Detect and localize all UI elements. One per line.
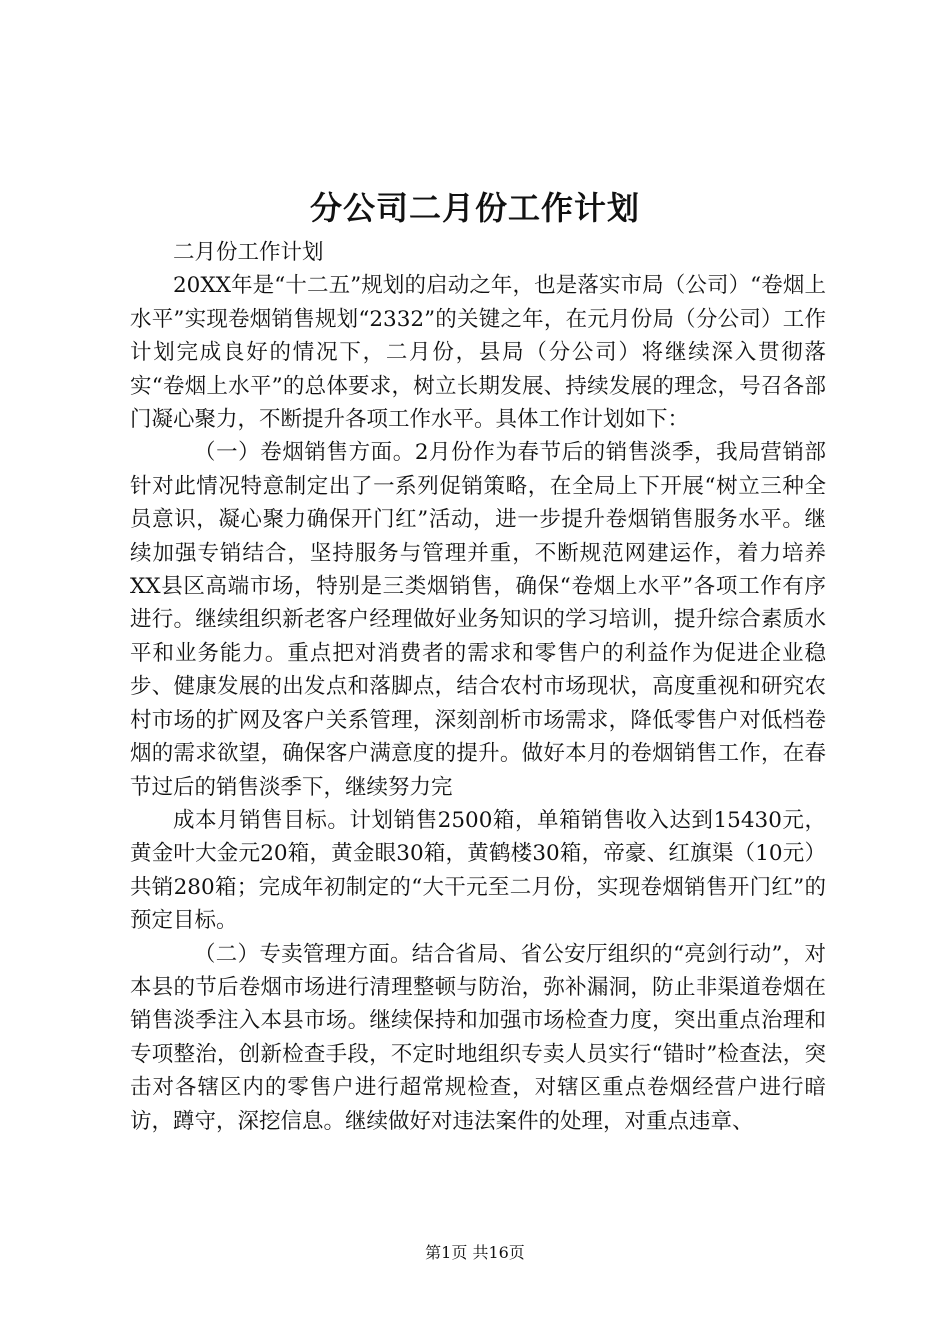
paragraph-intro: 20XX年是“十二五”规划的启动之年，也是落实市局（公司）“卷烟上水平”实现卷烟销售规划“2332”的关键之年，在元月份局（分公司）工作计划完成良好的情况下，二月份，县局（分公司）将继续深入贯彻落实“卷烟上水平”的总体要求，树立长期发展、持续发展的理念，号召各部门凝心聚力，不断提升各项工作水平。具体工作计划如下： [130,273,826,433]
paragraph-subtitle: 二月份工作计划 [173,240,324,265]
paragraph-sales: （一）卷烟销售方面。2月份作为春节后的销售淡季，我局营销部针对此情况特意制定出了一系列促销策略，在全局上下开展“树立三种全员意识，凝心聚力确保开门红”活动，进一步提升卷烟销售服务水平。继续加强专销结合，坚持服务与管理并重，不断规范网建运作，着力培养XX县区高端市场，特别是三类烟销售，确保“卷烟上水平”各项工作有序进行。继续组织新老客户经理做好业务知识的学习培训，提升综合素质水平和业务能力。重点把对消费者的需求和零售户的利益作为促进企业稳步、健康发展的出发点和落脚点，结合农村市场现状，高度重视和研究农村市场的扩网及客户关系管理，深刻剖析市场需求，降低零售户对低档卷烟的需求欲望，确保客户满意度的提升。做好本月的卷烟销售工作，在春节过后的销售淡季下，继续努力完 [130,440,826,800]
paragraph-sales-targets: 成本月销售目标。计划销售2500箱，单箱销售收入达到15430元，黄金叶大金元20箱，黄金眼30箱，黄鹤楼30箱，帝豪、红旗渠（10元）共销280箱；完成年初制定的“大干元至二月份，实现卷烟销售开门红”的预定目标。 [130,807,826,934]
page-footer: 第1页 共16页 [425,1243,525,1262]
paragraph-monopoly-management: （二）专卖管理方面。结合省局、省公安厅组织的“亮剑行动”，对本县的节后卷烟市场进行清理整顿与防治，弥补漏洞，防止非渠道卷烟在销售淡季注入本县市场。继续保持和加强市场检查力度，突出重点治理和专项整治，创新检查手段，不定时地组织专卖人员实行“错时”检查法，突击对各辖区内的零售户进行超常规检查，对辖区重点卷烟经营户进行暗访，蹲守，深挖信息。继续做好对违法案件的处理，对重点违章、 [130,941,826,1134]
document-body [130,236,826,1138]
document-title: 分公司二月份工作计划 [309,189,640,227]
